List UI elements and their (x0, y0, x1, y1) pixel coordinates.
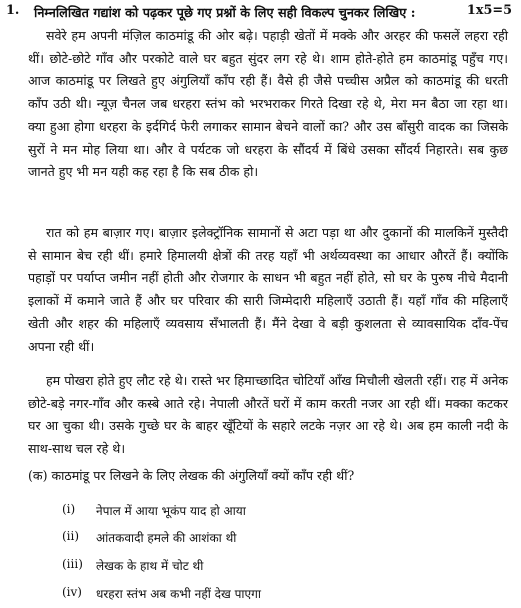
question-header (6, 3, 516, 23)
option-text: धरहरा स्तंभ अब कभी नहीं देख पाएगा (96, 587, 262, 601)
option-text: नेपाल में आया भूकंप याद हो आया (96, 504, 246, 518)
option-text: लेखक के हाथ में चोट थी (96, 559, 204, 573)
question-instruction: निम्नलिखित गद्यांश को पढ़कर पूछे गए प्रश्नों के लिए सही विकल्प चुनकर लिखिए : (34, 6, 416, 21)
passage-paragraph-1: सवेरे हम अपनी मंज़िल काठमांडू की ओर बढ़े। पहाड़ी खेतों में मक्के और अरहर की फसलें लहरा रही थीं। छोटे-छोटे गाँव और परकोटे वाले घर बहुत सुंदर लग रहे थे। शाम होते-होते हम काठमांडू पहुँच गए। आज काठमांडू पर लिखते हुए अंगुलियाँ काँप रही हैं। वैसे ही जैसे पच्चीस अप्रैल को काठमांडू की धरती काँप उठी थी। न्यूज़ चैनल जब धरहरा स्तंभ को भरभराकर गिरते दिखा रहे थे, मेरा मन बैठा जा रहा था। क्या हुआ होगा धरहरा के इर्दगिर्द फेरी लगाकर सामान बेचने वालों का? और उस बाँसुरी वादक का जिसके सुरों ने मन मोह लिया था। और वे पर्यटक जो धरहरा के सौंदर्य में बिंधे उसका सौंदर्य निहारते। सब कुछ जानते हुए भी मन यही कह रहा है कि सब ठीक हो। (28, 28, 508, 180)
option-numeral: (iii) (62, 557, 83, 571)
sub-question-text: (क) काठमांडू पर लिखने के लिए लेखक की अंगुलियाँ क्यों काँप रही थीं? (28, 468, 355, 483)
sub-question (28, 467, 508, 484)
passage-paragraph-3: हम पोखरा होते हुए लौट रहे थे। रास्ते भर हिमाच्छादित चोटियाँ आँख मिचौली खेलती रहीं। राह में अनेक छोटे-बड़े नगर-गाँव और कस्बे आते रहे। नेपाली औरतें घरों में काम करती नजर आ रही थीं। मक्का कटकर घर आ चुका थी। उसके गुच्छे घर के बाहर खूँटियों के सहारे लटके नज़र आ रहे थे। अब हम काली नदी के साथ-साथ चल रहे थे। (28, 373, 508, 457)
marks-label: 1x5=5 (466, 3, 512, 18)
option-text: आंतकवादी हमले की आशंका थी (96, 531, 237, 545)
question-number: 1. (6, 3, 20, 18)
option-numeral: (i) (62, 502, 76, 516)
option-numeral: (iv) (62, 585, 82, 599)
option-numeral: (ii) (62, 529, 80, 543)
passage-paragraph-2: रात को हम बाज़ार गए। बाज़ार इलेक्ट्रॉनिक सामानों से अटा पड़ा था और दुकानों की मालकिनें मुस्तैदी से सामान बेच रही थीं। हमारे हिमालयी क्षेत्रों की तरह यहाँ भी अर्थव्यवस्था का आधार औरतें हैं। क्योंकि पहाड़ों पर पर्याप्त जमीन नहीं होती और रोजगार के साधन भी बहुत नहीं होते, सो घर के पुरुष नीचे मैदानी इलाकों में कमाने जाते हैं और घर परिवार की सारी जिम्मेदारी महिलाएँ उठाती हैं। यहाँ गाँव की महिलाएँ खेती और शहर की महिलाएँ व्यवसाय सँभालती हैं। मैंने देखा वे बड़ी कुशलता से व्यावसायिक दाँव-पेंच अपना रही थीं। (28, 225, 508, 354)
